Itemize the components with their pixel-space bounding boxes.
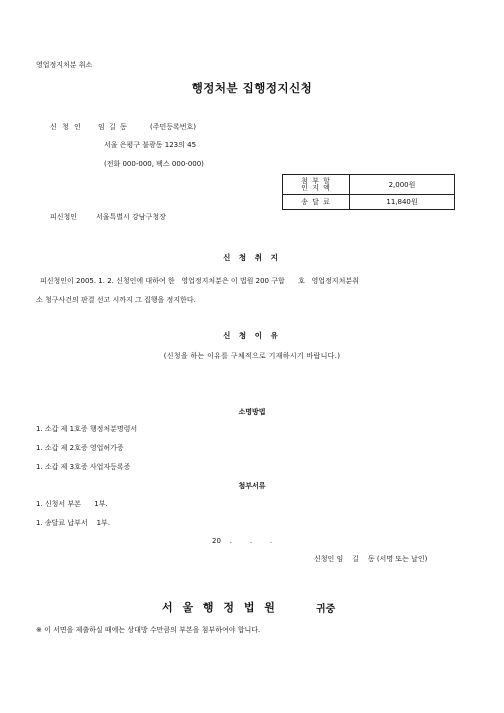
fee-table — [282, 174, 455, 210]
respondent-name: 서울특별시 강남구청장 — [96, 213, 166, 221]
purpose-text-line1: 피신청인이 2005. 1. 2. 신청인에 대하여 한 영업정지처분은 이 법원 200 구합 호 영업정지처분취 — [40, 277, 359, 285]
applicant-id-note: (주민등록번호) — [150, 123, 197, 131]
respondent-label: 피신청인 — [50, 213, 78, 221]
attachments-heading: 첨부서류 — [238, 482, 266, 490]
delivery-fee-value: 11,840원 — [350, 195, 455, 210]
document-category-label: 영업정지처분 취소 — [36, 61, 93, 69]
evidence-item: 1. 소갑 제 1호증 행정처분명령서 — [36, 425, 138, 433]
reason-heading: 신 청 이 유 — [223, 331, 281, 340]
attachment-item: 1. 신청서 부본 1부. — [36, 500, 108, 508]
evidence-item: 1. 소갑 제 3호증 사업자등록증 — [36, 463, 131, 471]
signature-line: 신청인 임 길 동 (서명 또는 날인) — [314, 555, 428, 563]
applicant-address: 서울 은평구 불광동 123의 45 — [104, 141, 197, 149]
applicant-label: 신 청 인 — [50, 123, 83, 131]
fee-row-delivery — [283, 195, 455, 210]
court-addressee-suffix: 귀중 — [316, 604, 336, 615]
delivery-fee-label: 송 달 료 — [283, 195, 350, 210]
footnote: ※ 이 서면을 제출하실 때에는 상대방 수만큼의 부본을 첨부하여야 합니다. — [36, 626, 261, 634]
stamp-fee-value: 2,000원 — [350, 175, 455, 195]
stamp-fee-label-line1: 첨 부 할 — [301, 176, 331, 185]
applicant-name: 임 길 동 — [98, 123, 128, 131]
signature-date: 20 . . . — [212, 537, 273, 545]
court-name: 서 울 행 정 법 원 — [162, 601, 278, 614]
reason-note: (신청을 하는 이유를 구체적으로 기재하시기 바랍니다.) — [163, 352, 341, 360]
fee-row-stamp — [283, 175, 455, 195]
attachment-item: 1. 송달료 납부서 1부. — [36, 519, 111, 527]
evidence-heading: 소명방법 — [238, 408, 266, 416]
purpose-text-line2: 소 청구사건의 판결 선고 시까지 그 집행을 정지한다. — [36, 296, 196, 304]
stamp-fee-label-line2: 인 지 액 — [301, 183, 331, 192]
evidence-item: 1. 소갑 제 2호증 영업허가증 — [36, 444, 124, 452]
applicant-contact: (전화 000-000, 팩스 000-000) — [104, 160, 204, 168]
stamp-fee-label — [283, 175, 350, 195]
purpose-heading: 신 청 취 지 — [223, 253, 281, 262]
document-title: 행정처분 집행정지신청 — [191, 81, 313, 95]
